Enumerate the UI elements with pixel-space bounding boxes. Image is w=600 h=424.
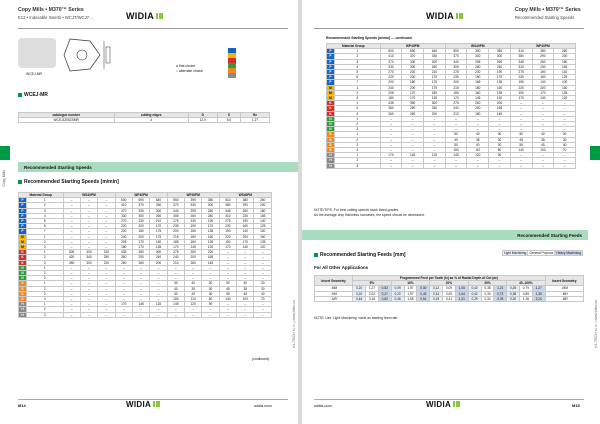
table-row: S 2 – – – – – – 40 35 30 45 35 30 [19, 286, 272, 291]
insert-photo [18, 38, 56, 68]
product-table: catalogue number cutting edges D S Re WCEJ1205ZSMR 4 12,0 5,0 1,27 [18, 112, 270, 123]
table-row: P 4 – – – 330 300 260 305 260 240 310 230 165 [19, 213, 272, 218]
insert-label: WCEJ-MR [26, 72, 43, 76]
table-row: P 4 330 300 260 305 260 240 310 230 165 [327, 64, 576, 69]
speeds-heading: Recommended Starting Speeds [m/min] [18, 179, 119, 185]
feeds-table: Insert Geometry Programmed Feed per Tooth (fz) as % of Radial Depth of Cut (ae) Insert Geometry 5% 10% 20% 30% 40–100% ..MM 0,20 1,27 0,52 0,09 1,97 0,30 0,12 0,09 1,06 0,42 0,38 1,21 0,25 0,79 1,27 ..MM ..MH 0,20 2,02 0,27 0,20 1,97 0,45 0,14 0,09 1,54 0,42 0,30 0,73 0,38 0,89 1,30 ..MH ..MR 0,46 3,16 0,62 0,46 1,58 0,51 0,19 0,41 1,31 0,29 0,30 0,78 0,30 1,26 2,24 ..MR [314, 275, 584, 302]
table-row: ..MH 0,20 2,02 0,27 0,20 1,97 0,45 0,14 0,09 1,54 0,42 0,30 0,73 0,38 0,89 1,30 ..MH [315, 291, 584, 296]
table-row: N 1 – – – – – – – – – – – – [19, 265, 272, 270]
table-row: K 1 500 400 310 435 350 300 275 260 200 – – – [19, 250, 272, 255]
table-row: H 2 – – – – – – – – – – – – [19, 307, 272, 312]
table-row: K 2 420 340 250 360 290 240 240 200 165 – – – [19, 255, 272, 260]
chapter-label: Copy Mills [2, 170, 6, 187]
table-row: H 1 – – – 170 145 115 145 120 90 – – – [19, 302, 272, 307]
table-row: P 2 – – – 410 370 330 370 330 300 380 290 200 [19, 203, 272, 208]
product-heading: WCEJ-MR [18, 92, 48, 98]
table-row: P 1 – – – 600 690 640 550 390 350 510 380 260 [19, 198, 272, 203]
speeds-note-1: NOTE/TIPS: For best cutting speeds stock listed grades. [314, 208, 399, 212]
feeds-heading: Recommended Starting Feeds [mm] [314, 252, 406, 258]
table-row: P 5 – – – 270 230 210 275 230 190 275 190 140 [19, 219, 272, 224]
right-page [302, 0, 600, 424]
table-row: P 6 – – – 220 200 170 235 190 170 230 160 125 [19, 224, 272, 229]
table-row: M 1 240 200 175 215 180 160 220 200 160 [327, 85, 576, 90]
series-title: Copy Mills • M370™ Series [18, 7, 84, 13]
table-row: S 3 – – – 50 40 30 55 45 40 [327, 142, 576, 147]
section-band: Recommended Starting Speeds [18, 162, 298, 172]
material-legend [228, 48, 236, 80]
chapter-tab [0, 146, 10, 160]
series-title-right: Copy Mills • M370™ Series [515, 7, 581, 13]
table-row: ..MR 0,46 3,16 0,62 0,46 1,58 0,51 0,19 0,41 1,31 0,29 0,30 0,78 0,30 1,26 2,24 ..MR [315, 296, 584, 301]
feeds-band: Recommended Starting Feeds [302, 230, 588, 240]
table-row: S 4 – – – 150 110 80 140 100 70 [327, 148, 576, 153]
side-watermark-right: KL-TECH s.r.o. | www.kltec.cz [594, 300, 598, 348]
footer-logo: WIDIA [126, 400, 160, 409]
table-row: M 2 – – – 205 170 150 185 160 135 190 170 135 [19, 239, 272, 244]
speeds-note-2: As the average chip thickness increases, the speed should be decreased. [314, 213, 425, 217]
speeds-table-continued: Material Group WP40PM WS40PM WP40PM P 1 600 690 640 550 390 350 510 380 260 P 2 410 370 330 370 330 300 380 290 200 P 3 370 330 300 340 295 260 345 260 180 P 4 330 300 260 305 260 240 310 230 165 P 5 270 230 210 275 230 190 275 190 140 P 6 220 200 170 235 190 170 230 160 125 P 7 200 180 175 200 165 135 190 140 100 M 1 240 200 175 215 180 160 220 200 160 M 2 205 170 150 185 160 135 190 170 135 M 3 180 170 135 170 145 120 170 140 120 K 1 435 350 300 275 260 200 – – – K 2 360 290 240 240 200 165 – – – K 3 260 260 200 210 180 145 – – – N 1 – – – – – – – – – N 2 – – – – – – – – – N 3 – – – – – – – – – S 1 – – – 50 40 30 50 40 30 S 2 – – – 40 35 30 45 35 30 S 3 – – – 50 40 30 55 45 40 S 4 – – – 150 110 80 140 100 70 H 1 170 145 115 145 120 90 – – – H 2 – – – – – – – – – H 3 – – – – – – – – – [326, 43, 576, 169]
series-subtitle: E12 • Indexable Inserts • WCJT/WCJ7… [18, 15, 94, 20]
chapter-tab-right [590, 146, 600, 160]
machining-legend: Light Machining General Purpose Heavy Machining [504, 251, 581, 255]
choice-legend: ● first choice ○ alternate choice [176, 64, 203, 73]
site-link[interactable]: widia.com [254, 403, 272, 408]
table-row: P 5 270 230 210 275 230 190 275 190 140 [327, 70, 576, 75]
table-row: S 4 – – – – – – 150 110 80 140 100 70 [19, 297, 272, 302]
insert-drawing [60, 35, 120, 75]
table-row: ..MM 0,20 1,27 0,52 0,09 1,97 0,30 0,12 0,09 1,06 0,42 0,38 1,21 0,25 0,79 1,27 ..MM [315, 286, 584, 291]
table-row: H 3 – – – – – – – – – – – – [19, 312, 272, 317]
table-row: K 3 350 300 220 260 260 200 210 180 145 – – – [19, 260, 272, 265]
site-link-right[interactable]: widia.com [314, 403, 332, 408]
table-row: P 7 – – – 200 180 175 200 165 135 190 140 100 [19, 229, 272, 234]
table-row: N 2 – – – – – – – – – [327, 122, 576, 127]
table-row: H 1 170 145 115 145 120 90 – – – [327, 153, 576, 158]
table-row: K 1 435 350 300 275 260 200 – – – [327, 101, 576, 106]
table-row: P 2 410 370 330 370 330 300 380 290 200 [327, 54, 576, 59]
table-row: S 3 – – – – – – 50 40 30 55 45 40 [19, 291, 272, 296]
table-row: P 3 – – – 370 330 300 340 295 260 345 260 180 [19, 208, 272, 213]
continued-note: (continued) [252, 357, 269, 361]
table-row: P 6 220 200 170 235 190 170 230 160 125 [327, 75, 576, 80]
table-row: P 7 200 180 175 200 165 135 190 140 100 [327, 80, 576, 85]
widia-logo-right: WIDIA [426, 11, 463, 21]
all-apps-title: For All Other Applications [314, 265, 369, 270]
table-row: P 3 370 330 300 340 295 260 345 260 180 [327, 59, 576, 64]
series-subtitle-right: Recommended Starting Speeds [515, 15, 575, 20]
widia-logo: WIDIA [126, 11, 163, 21]
page-number: M14 [18, 403, 26, 408]
speeds-table: Material Group WS40PM WP40PM WP40PM WS40PM P 1 – – – 600 690 640 550 390 350 510 380 260 P 2 – – – 410 370 330 370 330 300 380 290 200 P 3 – – – 370 330 300 340 295 260 345 260 180 P 4 – – – 330 300 260 305 260 240 310 230 165 P 5 – – – 270 230 210 275 230 190 275 190 140 P 6 – – – 220 200 170 235 190 170 230 160 125 P 7 – – – 200 180 175 200 165 135 190 140 100 M 1 – – – 240 200 175 215 180 160 220 200 160 M 2 – – – 205 170 150 185 160 135 190 170 135 M 3 – – – 180 170 135 170 145 120 170 140 120 K 1 500 400 310 435 350 300 275 260 200 – – – K 2 420 340 250 360 290 240 240 200 165 – – – K 3 350 300 220 260 260 200 210 180 145 – – – N 1 – – – – – – – – – – – – N 2 – – – – – – – – – – – – N 3 – – – – – – – – – – – – S 1 – – – – – – 50 40 30 50 40 30 S 2 – – – – – – 40 35 30 45 35 30 S 3 – – – – – – 50 40 30 55 45 40 S 4 – – – – – – 150 110 80 140 100 70 H 1 – – – 170 145 115 145 120 90 – – – H 2 – – – – – – – – – – – – H 3 – – – – – – – – – – – – [18, 192, 272, 318]
table-row: M 3 180 170 135 170 145 120 170 140 120 [327, 96, 576, 101]
table-row: K 3 260 260 200 210 180 145 – – – [327, 111, 576, 116]
table-row: N 1 – – – – – – – – – [327, 116, 576, 121]
table-row: N 3 – – – – – – – – – [327, 127, 576, 132]
table-row: M 1 – – – 240 200 175 215 180 160 220 200 160 [19, 234, 272, 239]
page-number-right: M15 [572, 403, 580, 408]
side-watermark: KL-TECH s.r.o. | www.kltec.cz [292, 300, 296, 348]
table-row: H 2 – – – – – – – – – [327, 158, 576, 163]
table-row: N 3 – – – – – – – – – – – – [19, 276, 272, 281]
footer-logo-right: WIDIA [426, 400, 460, 409]
table-row: S 2 – – – 40 35 30 45 35 30 [327, 137, 576, 142]
table-row: N 2 – – – – – – – – – – – – [19, 271, 272, 276]
table-row: P 1 600 690 640 550 390 350 510 380 260 [327, 49, 576, 54]
table-caption: Recommended Starting Speeds [m/min] — continued [326, 36, 412, 40]
table-row: K 2 360 290 240 240 200 165 – – – [327, 106, 576, 111]
left-page [0, 0, 298, 424]
table-row: M 2 205 170 150 185 160 135 190 170 135 [327, 90, 576, 95]
feeds-note: NOTE: Use 'Light Machining' value as starting feed rate. [314, 316, 399, 320]
table-row: S 1 – – – 50 40 30 50 40 30 [327, 132, 576, 137]
table-row: S 1 – – – – – – 50 40 30 50 40 30 [19, 281, 272, 286]
table-row: H 3 – – – – – – – – – [327, 163, 576, 168]
table-row: M 3 – – – 180 170 135 170 145 120 170 140 120 [19, 245, 272, 250]
